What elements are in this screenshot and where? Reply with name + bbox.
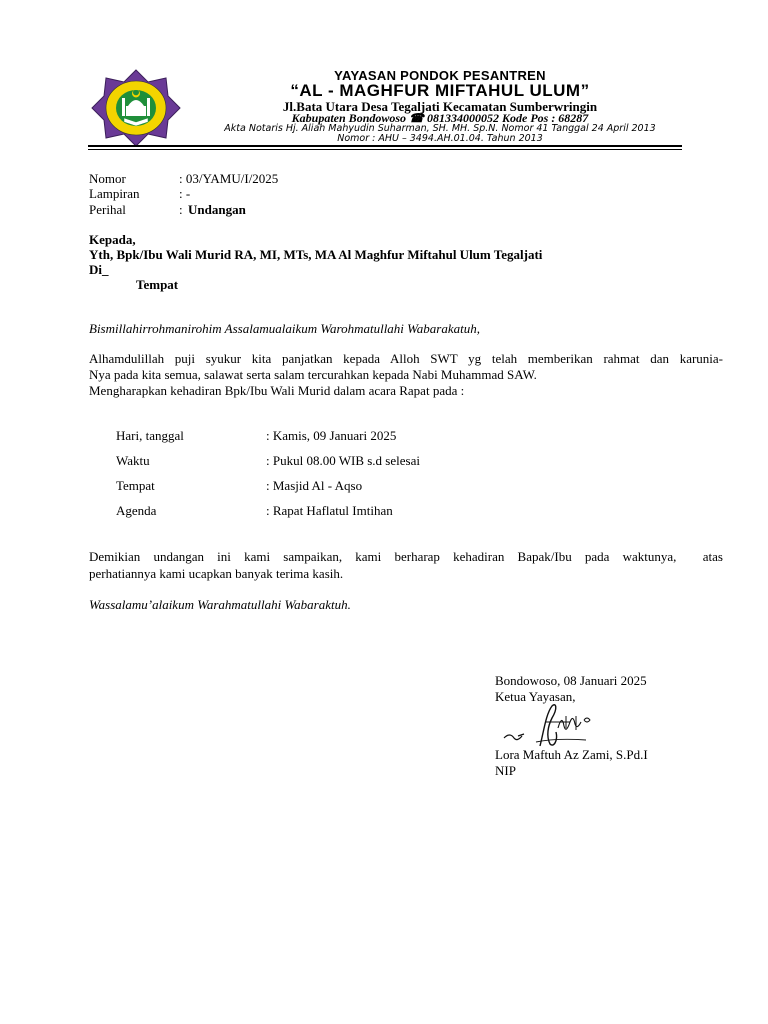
handwritten-signature [500, 700, 610, 750]
detail-label-agenda: Agenda [116, 503, 157, 518]
perihal-colon: : [179, 202, 183, 217]
foundation-logo [90, 68, 182, 148]
foundation-registration: Nomor : AHU – 3494.AH.01.04. Tahun 2013 [337, 133, 543, 144]
closing-line-2: perhatiannya kami ucapkan banyak terima kasih. [89, 566, 344, 581]
signature-name: Lora Maftuh Az Zami, S.Pd.I [495, 747, 648, 762]
detail-value-date: : Kamis, 09 Januari 2025 [266, 428, 397, 443]
paragraph-1-line-3: Mengharapkan kehadiran Bpk/Ibu Wali Murid dalam acara Rapat pada : [89, 383, 465, 398]
signature-place-date: Bondowoso, 08 Januari 2025 [495, 673, 647, 688]
signature-position: Ketua Yayasan, [495, 689, 576, 704]
letterhead-divider-thick [88, 145, 682, 147]
foundation-name: “AL - MAGHFUR MIFTAHUL ULUM” [290, 81, 590, 100]
logo-minaret-left [122, 98, 125, 116]
detail-label-place: Tempat [116, 478, 155, 493]
foundation-address: Jl.Bata Utara Desa Tegaljati Kecamatan Sumberwringin [282, 99, 598, 114]
logo-mosque-base [126, 106, 146, 116]
foundation-notary: Akta Notaris Hj. Aliah Mahyudin Suharman, SH. MH. Sp.N. Nomor 41 Tanggal 24 April 2013 [224, 123, 656, 134]
perihal-label: Perihal [89, 202, 126, 217]
lampiran-label: Lampiran [89, 186, 140, 201]
closing-salam: Wassalamu’alaikum Warahmatullahi Wabaraktuh. [89, 597, 351, 612]
paragraph-1-line-1: Alhamdulillah puji syukur kita panjatkan kepada Alloh SWT yg telah memberikan rahmat dan karunia- [89, 351, 723, 366]
foundation-type: YAYASAN PONDOK PESANTREN [334, 68, 546, 83]
detail-label-date: Hari, tanggal [116, 428, 184, 443]
closing-line-1: Demikian undangan ini kami sampaikan, kami berharap kehadiran Bapak/Ibu pada waktunya, atas [89, 549, 723, 564]
perihal-value: Undangan [188, 202, 246, 217]
detail-label-time: Waktu [116, 453, 150, 468]
logo-minaret-right [147, 98, 150, 116]
detail-value-time: : Pukul 08.00 WIB s.d selesai [266, 453, 420, 468]
detail-value-place: : Masjid Al - Aqso [266, 478, 363, 493]
recipient-di: Di_ [89, 262, 109, 277]
foundation-contact: Kabupaten Bondowoso ☎ 081334000052 Kode Pos : 68287 [291, 111, 589, 125]
paragraph-1-line-2: Nya pada kita semua, salawat serta salam tercurahkan kepada Nabi Muhammad SAW. [89, 367, 537, 382]
recipient-tempat: Tempat [136, 277, 179, 292]
detail-value-agenda: : Rapat Haflatul Imtihan [266, 503, 393, 518]
opening-greeting: Bismillahirrohmanirohim Assalamualaikum Warohmatullahi Wabarakatuh, [89, 321, 480, 336]
nomor-label: Nomor [89, 171, 126, 186]
letterhead-divider-thin [88, 149, 682, 150]
nomor-value: : 03/YAMU/I/2025 [179, 171, 279, 186]
lampiran-value: : - [179, 186, 191, 201]
recipient-kepada: Kepada, [89, 232, 136, 247]
signature-nip: NIP [495, 763, 516, 778]
recipient-yth: Yth, Bpk/Ibu Wali Murid RA, MI, MTs, MA Al Maghfur Miftahul Ulum Tegaljati [89, 247, 543, 262]
